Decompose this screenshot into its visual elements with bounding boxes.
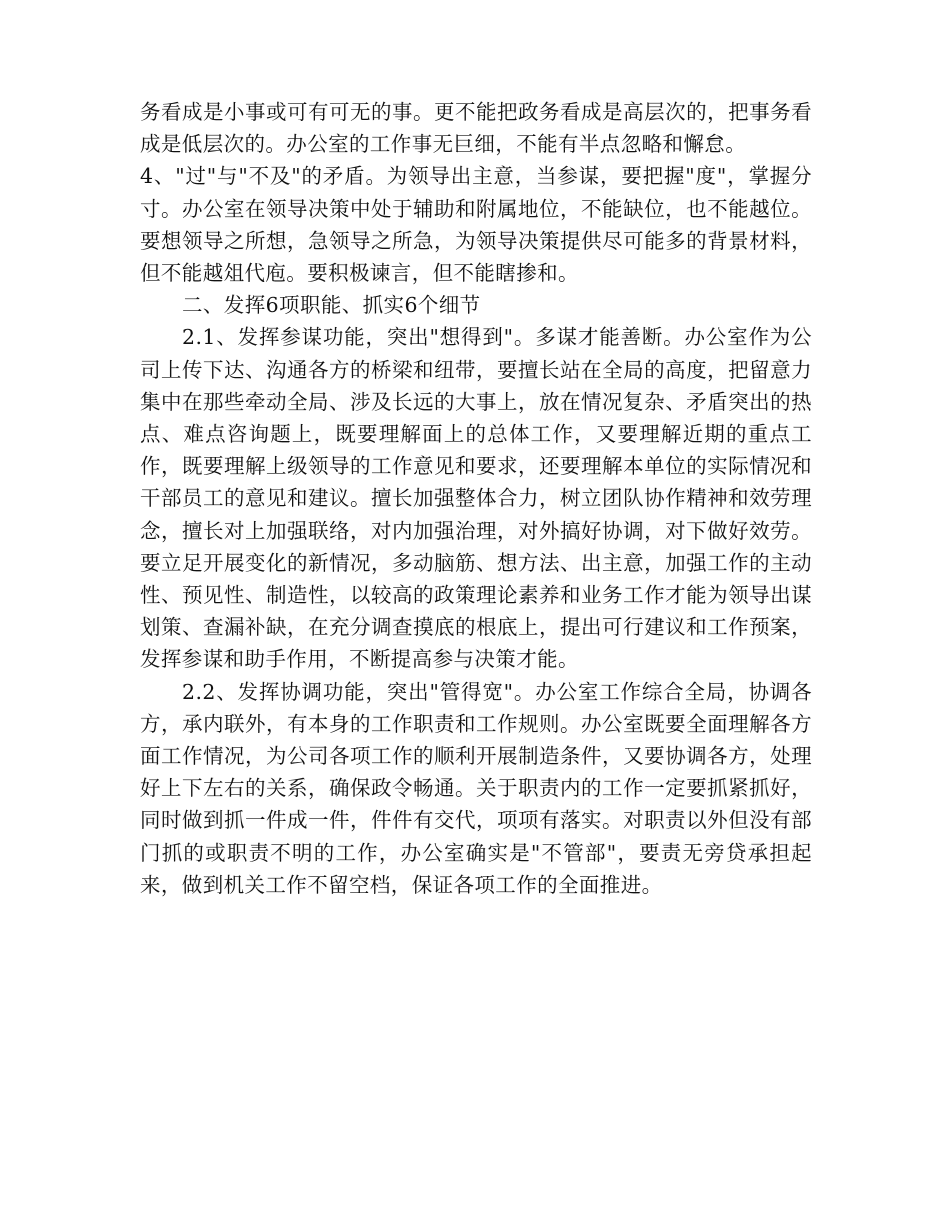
paragraph-continuation: 务看成是小事或可有可无的事。更不能把政务看成是高层次的，把事务看成是低层次的。办公室的工作事无巨细，不能有半点忽略和懈怠。 bbox=[140, 100, 812, 157]
section-heading-2: 二、发挥6项职能、抓实6个细节 bbox=[182, 293, 481, 318]
paragraph-2-1-advisory: 2.1、发挥参谋功能，突出"想得到"。多谋才能善断。办公室作为公司上传下达、沟通各方的桥梁和纽带，要擅长站在全局的高度，把留意力集中在那些牵动全局、涉及长远的大事上，放在情况复杂、矛盾突出的热点、难点咨询题上，既要理解面上的总体工作，又要理解近期的重点工作，既要理解上级领导的工作意见和要求，还要理解本单位的实际情况和干部员工的意见和建议。擅长加强整体合力，树立团队协作精神和效劳理念，擅长对上加强联络，对内加强治理，对外搞好协调，对下做好效劳。要立足开展变化的新情况，多动脑筋、想方法、出主意，加强工作的主动性、预见性、制造性，以较高的政策理论素养和业务工作才能为领导出谋划策、查漏补缺，在充分调查摸底的根底上，提出可行建议和工作预案，发挥参谋和助手作用，不断提高参与决策才能。 bbox=[140, 325, 812, 672]
paragraph-2-2-coordination: 2.2、发挥协调功能，突出"管得宽"。办公室工作综合全局，协调各方，承内联外，有本身的工作职责和工作规则。办公室既要全面理解各方面工作情况，为公司各项工作的顺利开展制造条件，又要协调各方，处理好上下左右的关系，确保政令畅通。关于职责内的工作一定要抓紧抓好，同时做到抓一件成一件，件件有交代，项项有落实。对职责以外但没有部门抓的或职责不明的工作，办公室确实是"不管部"，要责无旁贷承担起来，做到机关工作不留空档，保证各项工作的全面推进。 bbox=[140, 679, 812, 897]
document-page bbox=[140, 96, 812, 901]
paragraph-contradiction-4: 4、"过"与"不及"的矛盾。为领导出主意，当参谋，要把握"度"，掌握分寸。办公室在领导决策中处于辅助和附属地位，不能缺位，也不能越位。要想领导之所想，急领导之所急，为领导决策提供尽可能多的背景材料，但不能越俎代庖。要积极谏言，但不能瞎掺和。 bbox=[140, 164, 812, 286]
